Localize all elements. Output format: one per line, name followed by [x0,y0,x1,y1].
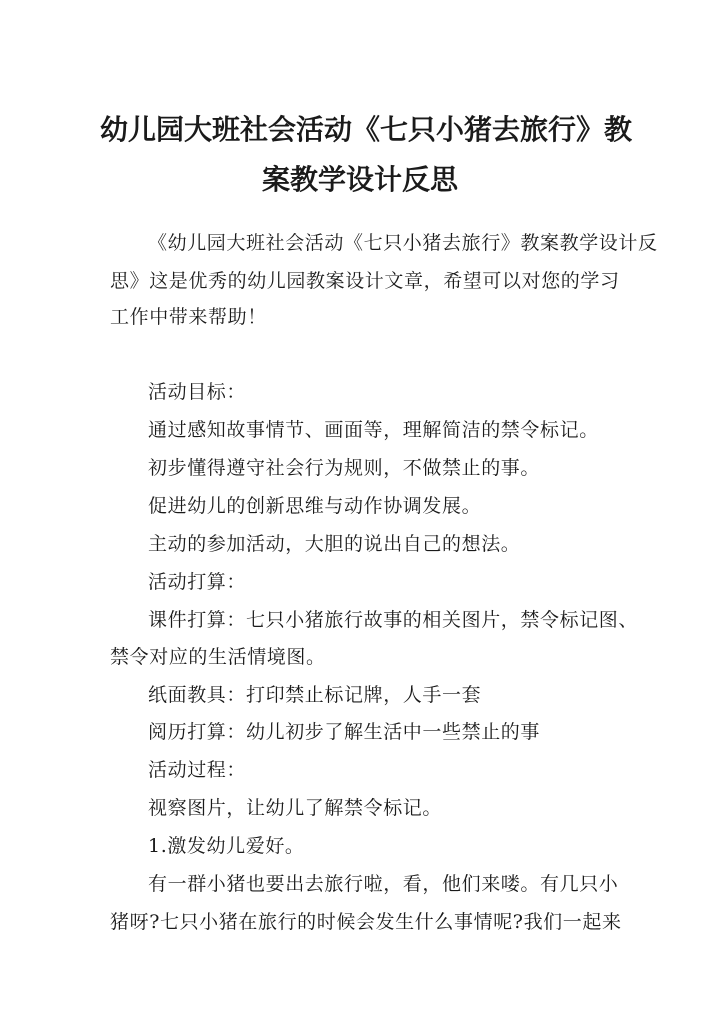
body-line: 课件打算：七只小猪旅行故事的相关图片，禁令标记图、 [148,609,639,631]
intro-line-3: 工作中带来帮助！ [110,306,267,328]
body-line: 猪呀?七只小猪在旅行的时候会发生什么事情呢?我们一起来 [110,911,622,933]
section-heading-process: 活动过程： [148,759,247,781]
body-line: 禁令对应的生活情境图。 [110,646,326,668]
title-line-1: 幼儿园大班社会活动《七只小猪去旅行》教 [100,113,633,146]
body-line: 主动的参加活动，大胆的说出自己的想法。 [148,533,521,555]
body-line: 初步懂得遵守社会行为规则，不做禁止的事。 [148,457,541,479]
body-line: 纸面教具：打印禁止标记牌，人手一套 [148,684,482,706]
body-line: 阅历打算：幼儿初步了解生活中一些禁止的事 [148,721,541,743]
body-line: 1.激发幼儿爱好。 [148,835,305,857]
intro-line-2: 思》这是优秀的幼儿园教案设计文章，希望可以对您的学习 [110,270,620,292]
body-line: 视察图片，让幼儿了解禁令标记。 [148,797,443,819]
section-heading-prep: 活动打算： [148,571,247,593]
section-heading-goals: 活动目标： [148,381,247,403]
title-line-2: 案教学设计反思 [261,163,458,196]
body-line: 促进幼儿的创新思维与动作协调发展。 [148,495,482,517]
intro-line-1: 《幼儿园大班社会活动《七只小猪去旅行》教案教学设计反 [148,232,658,254]
body-line: 通过感知故事情节、画面等，理解简洁的禁令标记。 [148,419,599,441]
document-title [100,105,633,205]
body-line: 有一群小猪也要出去旅行啦，看，他们来喽。有几只小 [148,873,619,895]
